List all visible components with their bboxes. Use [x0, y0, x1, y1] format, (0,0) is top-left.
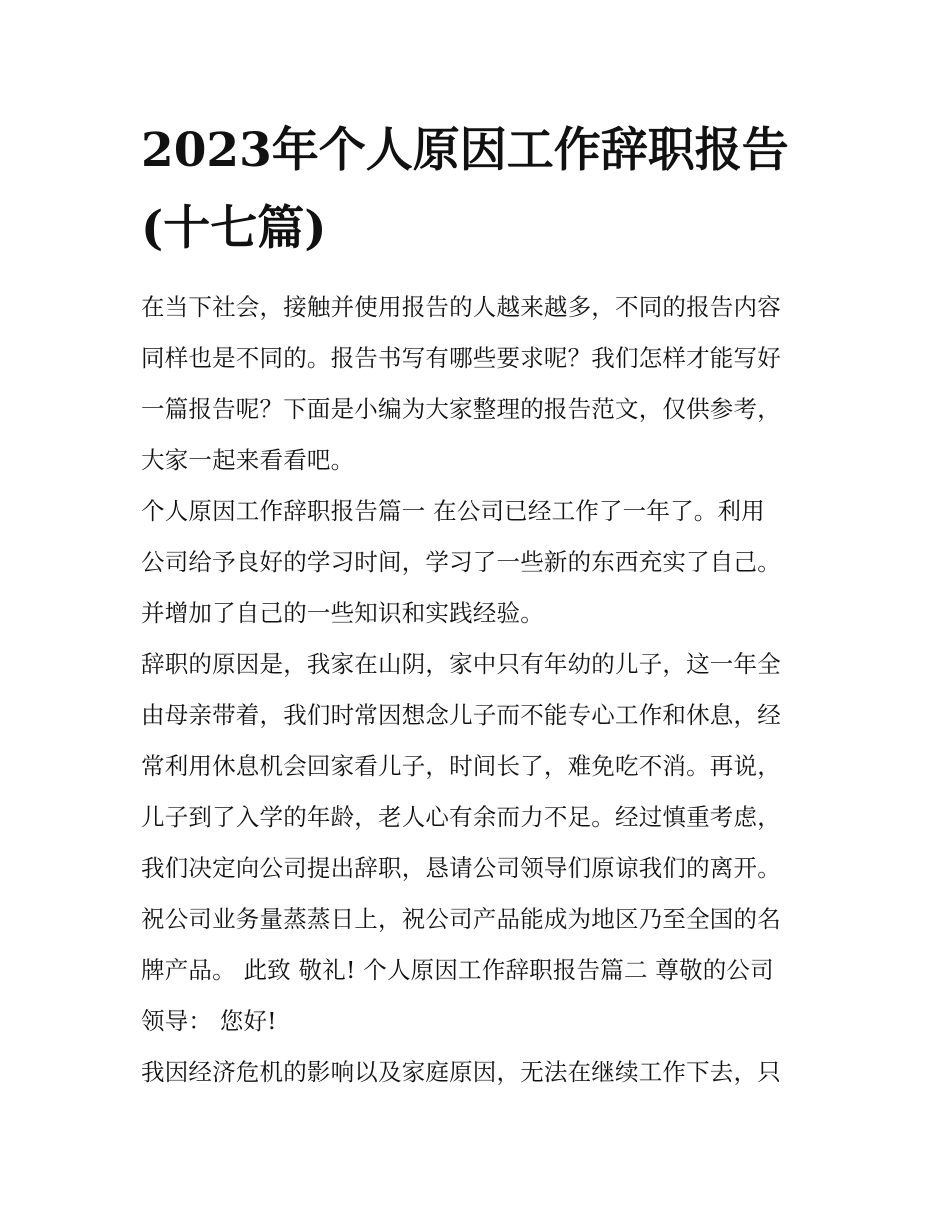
- body-line: 我因经济危机的影响以及家庭原因，无法在继续工作下去，只: [141, 1058, 781, 1086]
- body-line: 儿子到了入学的年龄，老人心有余而力不足。经过慎重考虑，: [141, 803, 781, 831]
- body-line: 常利用休息机会回家看儿子，时间长了，难免吃不消。再说，: [141, 752, 781, 780]
- document-title: [141, 112, 821, 268]
- body-line: 公司给予良好的学习时间，学习了一些新的东西充实了自己。: [141, 548, 781, 576]
- body-line: 大家一起来看看吧。: [141, 446, 355, 474]
- body-line: 祝公司业务量蒸蒸日上，祝公司产品能成为地区乃至全国的名: [141, 905, 781, 933]
- body-line: 由母亲带着，我们时常因想念儿子而不能专心工作和休息，经: [141, 701, 781, 729]
- body-line: 领导： 您好!: [141, 1007, 277, 1035]
- title-line: 2023年个人原因工作辞职报告: [141, 123, 789, 178]
- body-line: 辞职的原因是，我家在山阴，家中只有年幼的儿子，这一年全: [141, 650, 781, 678]
- body-line: 我们决定向公司提出辞职，恳请公司领导们原谅我们的离开。: [141, 854, 781, 882]
- body-line: 并增加了自己的一些知识和实践经验。: [141, 599, 544, 627]
- body-line: 牌产品。 此致 敬礼! 个人原因工作辞职报告篇二 尊敬的公司: [141, 956, 774, 984]
- body-line: 同样也是不同的。报告书写有哪些要求呢？我们怎样才能写好: [141, 344, 781, 372]
- document-body: [141, 282, 831, 1098]
- title-line: (十七篇): [141, 201, 327, 256]
- body-line: 个人原因工作辞职报告篇一 在公司已经工作了一年了。利用: [141, 497, 765, 525]
- body-line: 一篇报告呢？下面是小编为大家整理的报告范文，仅供参考，: [141, 395, 781, 423]
- body-line: 在当下社会，接触并使用报告的人越来越多，不同的报告内容: [141, 293, 781, 321]
